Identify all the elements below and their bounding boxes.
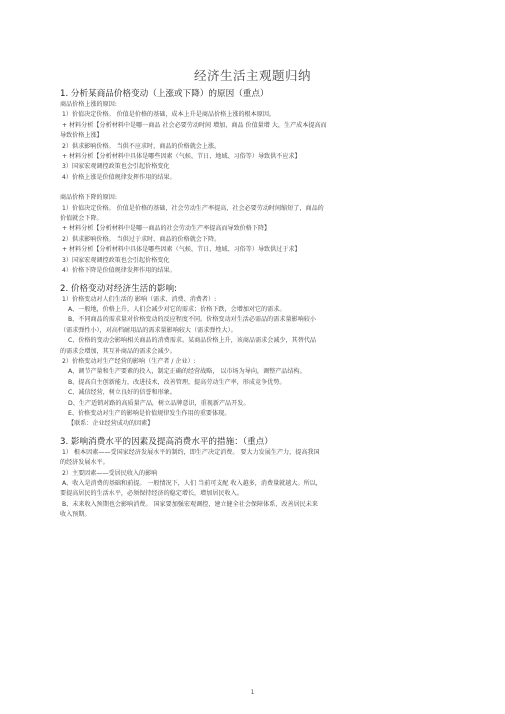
text-line: + 材料分析【分析材料中具体是哪些因素（气候、节日、地域、习俗等）导致供过于求】	[62, 246, 301, 254]
text-line: 3）国家宏观调控政策也会引起价格变化	[62, 163, 170, 171]
text-line: C、减信经营，树立良好的信誉和形象。	[68, 389, 176, 397]
section-1-fall	[60, 193, 460, 276]
text-line: 2）供求影响价格。 当供不应求时，商品的价格就会上涨。	[62, 142, 221, 150]
text-line: 收入预期。	[60, 511, 91, 519]
text-line: A、一般地，价格上升，人们会减少对它的需求；价格下跌，会增加对它的需求。	[68, 305, 286, 313]
text-line: 导致价格上涨】	[60, 132, 103, 140]
text-line: 的需求会增加，其互补商品的需求会减少。	[60, 347, 176, 355]
text-line: 商品价格上涨的原因:	[60, 101, 117, 108]
section-3-heading: 3. 影响消费水平的因素及提高消费水平的措施：（重点）	[60, 436, 273, 447]
text-line: + 材料分析【分析材料中是哪一商品的社会劳动生产率提高而导致价格下降】	[62, 225, 271, 233]
text-line: 2）供求影响价格。 当供过于求时，商品的价格就会下降。	[62, 235, 221, 243]
text-line: B、未来收入预期也会影响消费。 国家要加强宏观调控，建立健全社会保障体系，改善居民未来	[62, 500, 318, 508]
text-line: 4）价格下降是价值规律发挥作用的结果。	[62, 267, 176, 275]
section-1-heading: 1. 分析某商品价格变动（上涨或下降）的原因（重点）	[60, 89, 269, 99]
text-line: D、生产适销对路的高质量产品，树立品牌意识，重视新产品开发。	[68, 399, 250, 407]
text-line: 2）主要因素——受居民收入的影响	[62, 469, 158, 477]
text-line: + 材料分析【分析材料中是哪一商品 社会必要劳动时间 增加，商品 价值量增 大，生产成本提高而	[62, 121, 327, 129]
section-3-body	[60, 448, 460, 521]
text-line: A、调节产量和生产要素的投入，制定正确的经营战略， 以市场为导向，调整产品结构。	[68, 368, 306, 376]
text-line: C、价格的变动会影响相关商品的消费需求。某商品价格上升，该商品需求会减少，其替代品	[68, 337, 317, 345]
text-line: A、收入是消费的基础和前提。 一般情况下，人们 当前可支配 收入越多，消费量就越大。所以，	[62, 480, 322, 487]
text-line: B、不同商品的需求量对价格变动的反应程度不同。价格变动对生活必需品的需求量影响较小	[68, 316, 316, 324]
text-line: （需求弹性小），对高档耐用品的需求量影响较大（需求弹性大）。	[60, 326, 237, 334]
document-body	[60, 88, 460, 521]
text-line: 1）价格变动对人们生活的 影响（需求、消费、消费者）:	[62, 295, 217, 303]
section-2-heading: 2. 价格变动对经济生活的影响:	[60, 283, 177, 294]
page-number: 1	[250, 689, 255, 696]
text-line: 4）价格上涨是价值规律发挥作用的结果。	[62, 173, 176, 181]
text-line: 1）价值决定价格。 价值是价格的基础，成本上升是商品价格上涨的根本原因。	[62, 111, 276, 119]
text-line: 3）国家宏观调控政策也会引起价格变化	[62, 256, 170, 264]
text-line: 商品价格下降的原因:	[60, 194, 117, 202]
text-line: 【联系：企业经营成功的因素】	[68, 420, 154, 428]
text-line: 1） 根本因素——受国家经济发展水平的制约，即生产决定消费。 要大力发展生产力，提高我国	[62, 448, 320, 456]
text-line: E、价格变动对生产的影响是价值规律发生作用的重要体现。	[68, 409, 231, 417]
text-line: + 材料分析【分析材料中具体是哪些因素（气候、节日、地域、习俗等）导致供不应求】	[62, 153, 301, 161]
text-line: 的经济发展水平。	[60, 459, 109, 467]
text-line: 2）价格变动对生产经营的影响（生产者 / 企业）:	[62, 357, 196, 365]
text-line: 1）价值决定价格。 价值是价格的基础，社会劳动生产率提高，社会必要劳动时间缩短了，商品的	[62, 204, 324, 212]
text-line: 价值就会下降。	[60, 215, 103, 223]
document-title: 经济生活主观题归纳	[193, 68, 311, 83]
text-line: 要提高居民的生活水平，必须保持经济的稳定增长，增加居民收入。	[60, 490, 243, 498]
section-1-rise	[60, 100, 460, 183]
section-2-body	[60, 295, 460, 430]
text-line: B、提高自主创新能力，改进技术，改善管理，提高劳动生产率，形成竞争优势。	[68, 378, 286, 386]
